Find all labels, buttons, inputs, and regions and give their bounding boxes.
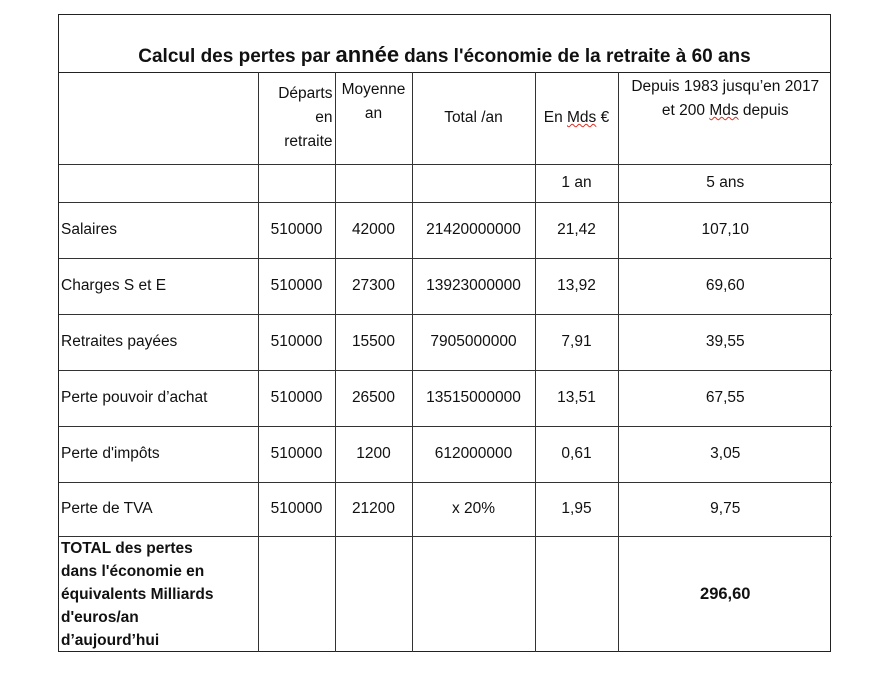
row-label[interactable]: Salaires xyxy=(59,202,258,258)
table-cell[interactable] xyxy=(412,536,535,652)
table-cell[interactable] xyxy=(412,164,535,202)
title-suffix: dans l'économie de la retraite à 60 ans xyxy=(404,46,751,67)
losses-table xyxy=(59,72,832,652)
table-cell[interactable] xyxy=(258,536,335,652)
cell-total[interactable]: 7905000000 xyxy=(412,314,535,370)
cell-moyenne[interactable]: 15500 xyxy=(335,314,412,370)
cell-moyenne[interactable]: 42000 xyxy=(335,202,412,258)
cell-depuis[interactable]: 107,10 xyxy=(618,202,832,258)
cell-depuis[interactable]: 39,55 xyxy=(618,314,832,370)
cell-total[interactable]: 13515000000 xyxy=(412,370,535,426)
table-row xyxy=(59,202,832,258)
row-label[interactable]: Perte de TVA xyxy=(59,482,258,536)
spellcheck-word: Mds xyxy=(567,108,597,126)
total-label[interactable]: TOTAL des pertes dans l'économie en équivalents Milliards d'euros/an d’aujourd’hui xyxy=(59,536,258,652)
cell-depuis[interactable]: 69,60 xyxy=(618,258,832,314)
cell-mds[interactable]: 13,51 xyxy=(535,370,618,426)
cell-total[interactable]: 21420000000 xyxy=(412,202,535,258)
table-cell[interactable] xyxy=(258,164,335,202)
table-row xyxy=(59,370,832,426)
cell-total[interactable]: 612000000 xyxy=(412,426,535,482)
cell-moyenne[interactable]: 27300 xyxy=(335,258,412,314)
subheader-row xyxy=(59,164,832,202)
cell-moyenne[interactable]: 21200 xyxy=(335,482,412,536)
cell-mds[interactable]: 21,42 xyxy=(535,202,618,258)
cell-depuis[interactable]: 67,55 xyxy=(618,370,832,426)
cell-total[interactable]: x 20% xyxy=(412,482,535,536)
header-depuis[interactable]: Depuis 1983 jusqu’en 2017 et 200 Mds depuis xyxy=(618,72,832,164)
table-cell[interactable] xyxy=(335,164,412,202)
page-title xyxy=(59,15,830,73)
cell-departs[interactable]: 510000 xyxy=(258,202,335,258)
table-row xyxy=(59,426,832,482)
header-mds[interactable]: En Mds € xyxy=(535,72,618,164)
cell-departs[interactable]: 510000 xyxy=(258,370,335,426)
row-label[interactable]: Charges S et E xyxy=(59,258,258,314)
cell-departs[interactable]: 510000 xyxy=(258,258,335,314)
row-label[interactable]: Perte d'impôts xyxy=(59,426,258,482)
table-row xyxy=(59,314,832,370)
table-cell[interactable] xyxy=(335,536,412,652)
table-cell[interactable] xyxy=(59,164,258,202)
subheader-one-year[interactable]: 1 an xyxy=(535,164,618,202)
cell-departs[interactable]: 510000 xyxy=(258,482,335,536)
cell-mds[interactable]: 7,91 xyxy=(535,314,618,370)
table-row xyxy=(59,482,832,536)
cell-total[interactable]: 13923000000 xyxy=(412,258,535,314)
header-empty-cell[interactable] xyxy=(59,72,258,164)
spreadsheet xyxy=(58,14,831,652)
title-emphasis: année xyxy=(335,42,400,67)
header-moyenne[interactable]: Moyenne an xyxy=(335,72,412,164)
header-row xyxy=(59,72,832,164)
table-row xyxy=(59,258,832,314)
cell-depuis[interactable]: 3,05 xyxy=(618,426,832,482)
table-cell[interactable] xyxy=(535,536,618,652)
header-departs[interactable]: Départs en retraite xyxy=(258,72,335,164)
cell-departs[interactable]: 510000 xyxy=(258,426,335,482)
cell-depuis[interactable]: 9,75 xyxy=(618,482,832,536)
row-label[interactable]: Retraites payées xyxy=(59,314,258,370)
header-total[interactable]: Total /an xyxy=(412,72,535,164)
spellcheck-word: Mds xyxy=(709,102,739,119)
total-value[interactable]: 296,60 xyxy=(618,536,832,652)
total-row xyxy=(59,536,832,652)
cell-mds[interactable]: 1,95 xyxy=(535,482,618,536)
row-label[interactable]: Perte pouvoir d’achat xyxy=(59,370,258,426)
cell-departs[interactable]: 510000 xyxy=(258,314,335,370)
title-prefix: Calcul des pertes par xyxy=(138,46,331,67)
cell-mds[interactable]: 13,92 xyxy=(535,258,618,314)
cell-moyenne[interactable]: 1200 xyxy=(335,426,412,482)
cell-moyenne[interactable]: 26500 xyxy=(335,370,412,426)
cell-mds[interactable]: 0,61 xyxy=(535,426,618,482)
subheader-five-years[interactable]: 5 ans xyxy=(618,164,832,202)
